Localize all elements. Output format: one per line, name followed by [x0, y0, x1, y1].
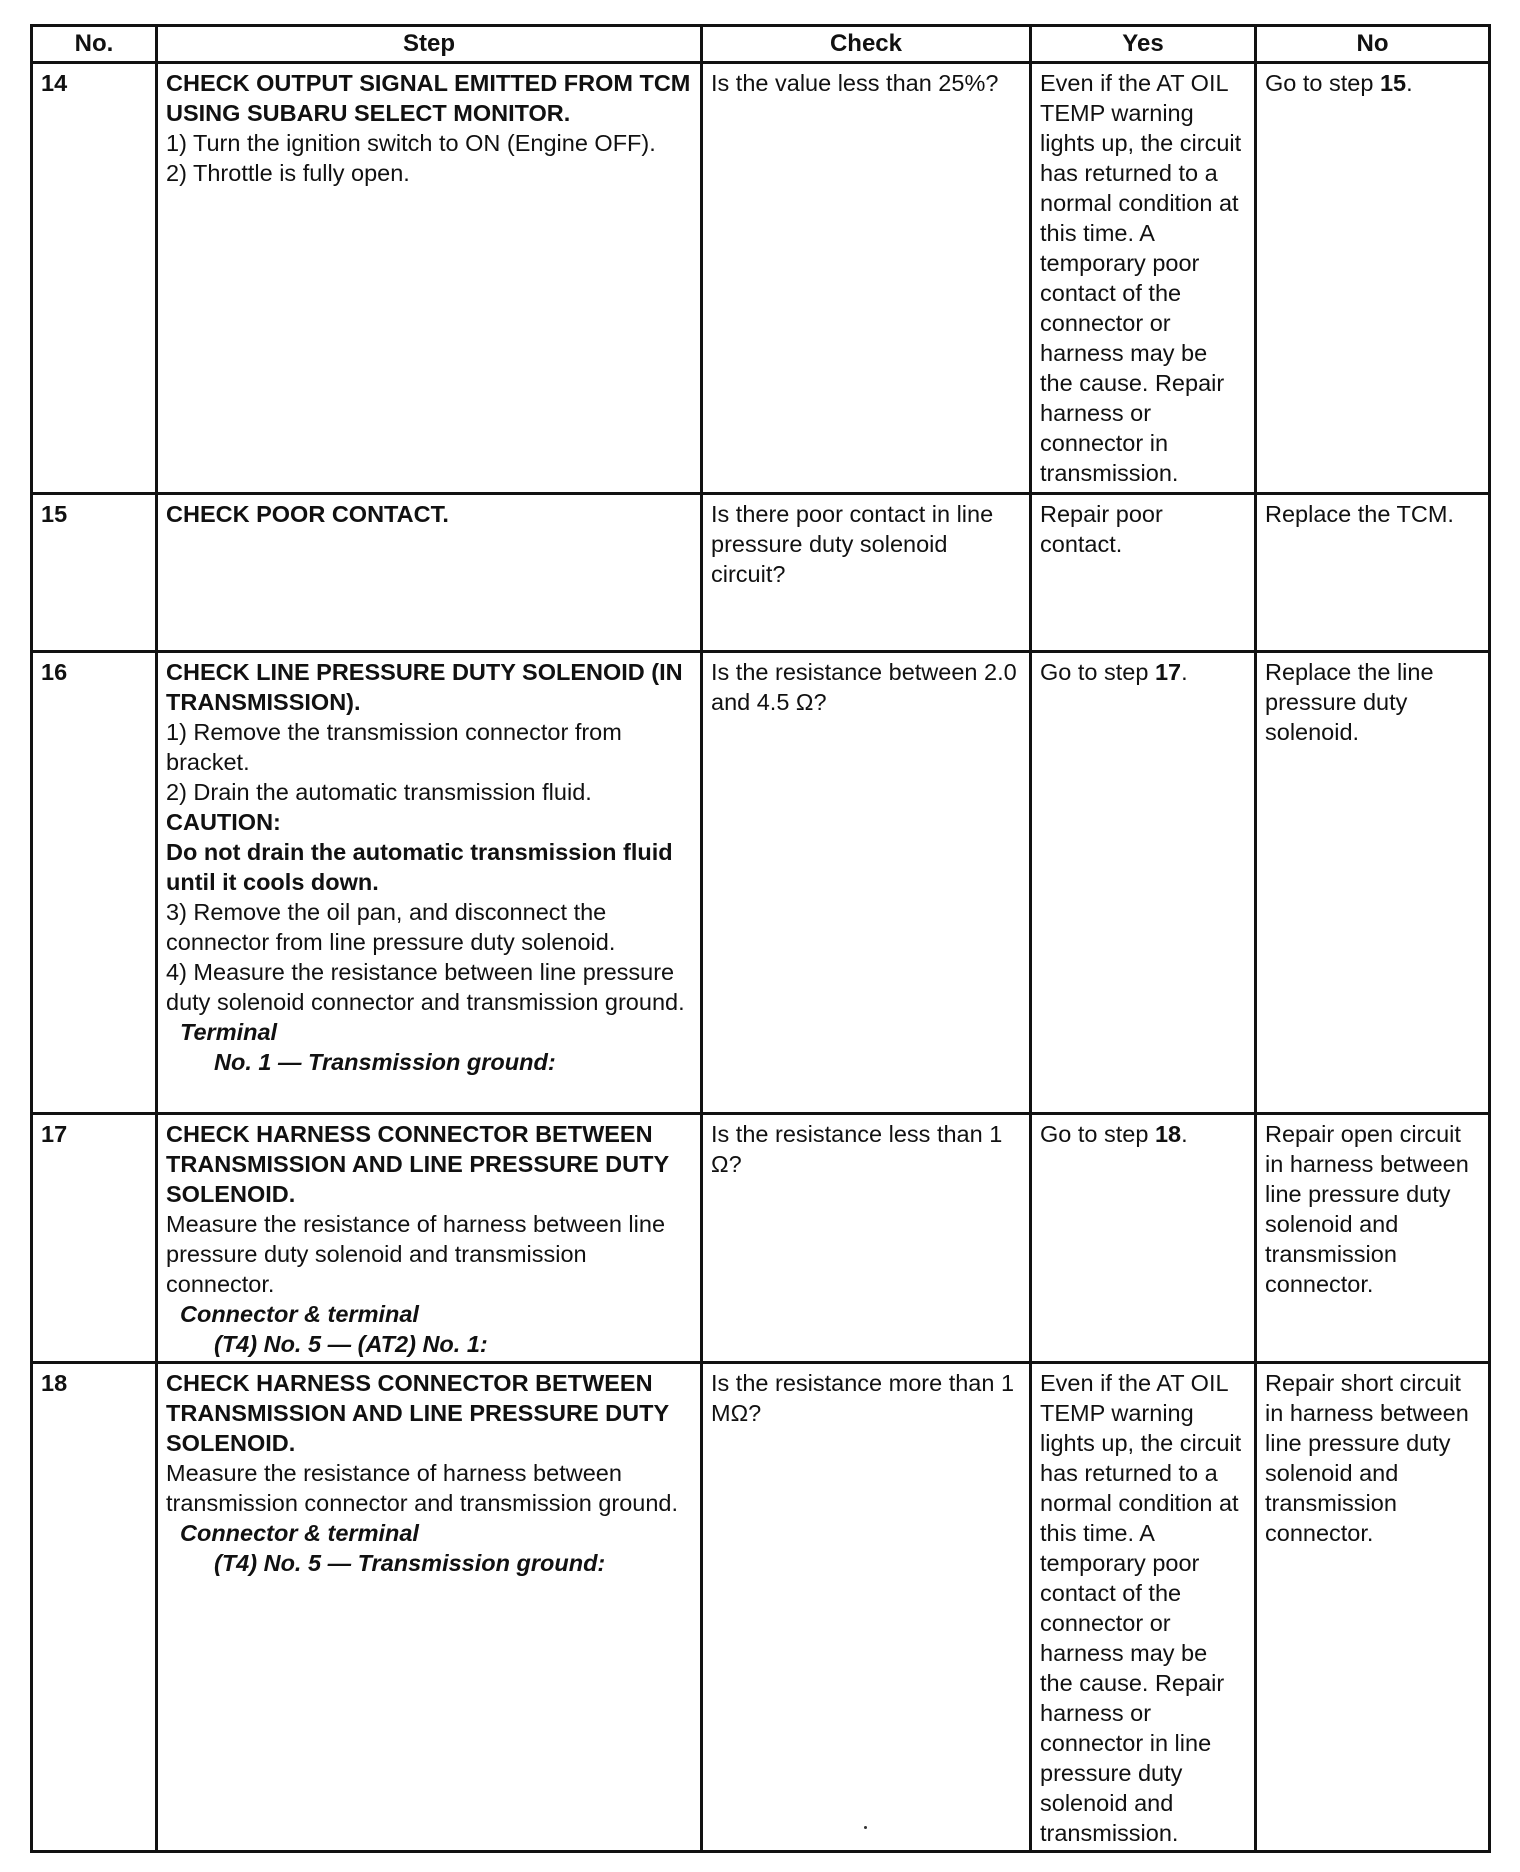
step-title: CHECK OUTPUT SIGNAL EMITTED FROM TCM USING SUBARU SELECT MONITOR. [166, 70, 691, 126]
step-number: 18 [32, 1363, 157, 1852]
no-cell [1256, 63, 1490, 494]
spec-value: (T4) No. 5 — Transmission ground: [214, 1550, 606, 1576]
no-cell: Replace the line pressure duty solenoid. [1256, 652, 1490, 1114]
caution-text: Do not drain the automatic transmission fluid until it cools down. [166, 839, 673, 895]
diagnostic-page [30, 24, 1488, 1853]
no-cell: Repair short circuit in harness between line pressure duty solenoid and transmission connector. [1256, 1363, 1490, 1852]
yes-cell: Repair poor contact. [1031, 494, 1256, 652]
step-reference: 17 [1154, 659, 1182, 685]
spec-label: Connector & terminal [180, 1301, 419, 1327]
step-cell [157, 494, 702, 652]
table-row-17 [32, 1114, 1490, 1363]
no-cell: Replace the TCM. [1256, 494, 1490, 652]
spec-value: No. 1 — Transmission ground: [214, 1049, 556, 1075]
table-row-15 [32, 494, 1490, 652]
spec-label: Terminal [180, 1019, 278, 1045]
header-step: Step [157, 26, 702, 63]
yes-cell: Even if the AT OIL TEMP warning lights up, the circuit has returned to a normal condition at this time. A temporary poor contact of the connector or harness may be the cause. Repair harness or connector in transmission. [1031, 63, 1256, 494]
step-title: CHECK HARNESS CONNECTOR BETWEEN TRANSMISSION AND LINE PRESSURE DUTY SOLENOID. [166, 1370, 669, 1456]
check-cell: Is the value less than 25%? [702, 63, 1031, 494]
step-instruction: 2) Drain the automatic transmission fluid. [166, 779, 592, 805]
header-yes: Yes [1031, 26, 1256, 63]
step-instruction: Measure the resistance of harness between transmission connector and transmission ground. [166, 1460, 679, 1516]
step-cell [157, 1114, 702, 1363]
header-check: Check [702, 26, 1031, 63]
yes-text-suffix: . [1181, 1121, 1188, 1147]
yes-text: Go to step [1040, 659, 1155, 685]
caution-heading: CAUTION: [166, 809, 281, 835]
step-instruction: 1) Remove the transmission connector from bracket. [166, 719, 622, 775]
spec-value: (T4) No. 5 — (AT2) No. 1: [214, 1331, 488, 1357]
step-instruction: 1) Turn the ignition switch to ON (Engine OFF). [166, 130, 656, 156]
table-row-18 [32, 1363, 1490, 1852]
scan-speck [864, 1826, 867, 1829]
step-instruction: 2) Throttle is fully open. [166, 160, 410, 186]
check-cell: Is the resistance between 2.0 and 4.5 Ω? [702, 652, 1031, 1114]
header-no: No. [32, 26, 157, 63]
no-text-suffix: . [1406, 70, 1413, 96]
step-title: CHECK LINE PRESSURE DUTY SOLENOID (IN TRANSMISSION). [166, 659, 683, 715]
step-cell [157, 652, 702, 1114]
step-reference: 15 [1379, 70, 1407, 96]
step-number: 17 [32, 1114, 157, 1363]
no-cell: Repair open circuit in harness between line pressure duty solenoid and transmission connector. [1256, 1114, 1490, 1363]
step-instruction: 3) Remove the oil pan, and disconnect the connector from line pressure duty solenoid. [166, 899, 616, 955]
step-number: 15 [32, 494, 157, 652]
table-row-14 [32, 63, 1490, 494]
step-number: 16 [32, 652, 157, 1114]
check-cell: Is the resistance more than 1 MΩ? [702, 1363, 1031, 1852]
yes-cell [1031, 652, 1256, 1114]
step-instruction: Measure the resistance of harness between line pressure duty solenoid and transmission connector. [166, 1211, 666, 1297]
header-row [32, 26, 1490, 63]
yes-text: Go to step [1040, 1121, 1155, 1147]
step-reference: 18 [1154, 1121, 1182, 1147]
no-text: Go to step [1265, 70, 1380, 96]
yes-cell: Even if the AT OIL TEMP warning lights up, the circuit has returned to a normal condition at this time. A temporary poor contact of the connector or harness may be the cause. Repair harness or connector in line pressure duty solenoid and transmission. [1031, 1363, 1256, 1852]
step-cell [157, 63, 702, 494]
yes-text-suffix: . [1181, 659, 1188, 685]
yes-cell [1031, 1114, 1256, 1363]
step-cell [157, 1363, 702, 1852]
check-cell: Is there poor contact in line pressure duty solenoid circuit? [702, 494, 1031, 652]
step-number: 14 [32, 63, 157, 494]
diagnostic-table [30, 24, 1491, 1853]
table-row-16 [32, 652, 1490, 1114]
spec-label: Connector & terminal [180, 1520, 419, 1546]
step-instruction: 4) Measure the resistance between line pressure duty solenoid connector and transmission ground. [166, 959, 685, 1015]
step-title: CHECK HARNESS CONNECTOR BETWEEN TRANSMISSION AND LINE PRESSURE DUTY SOLENOID. [166, 1121, 669, 1207]
check-cell: Is the resistance less than 1 Ω? [702, 1114, 1031, 1363]
step-title: CHECK POOR CONTACT. [166, 501, 449, 527]
header-no-col: No [1256, 26, 1490, 63]
